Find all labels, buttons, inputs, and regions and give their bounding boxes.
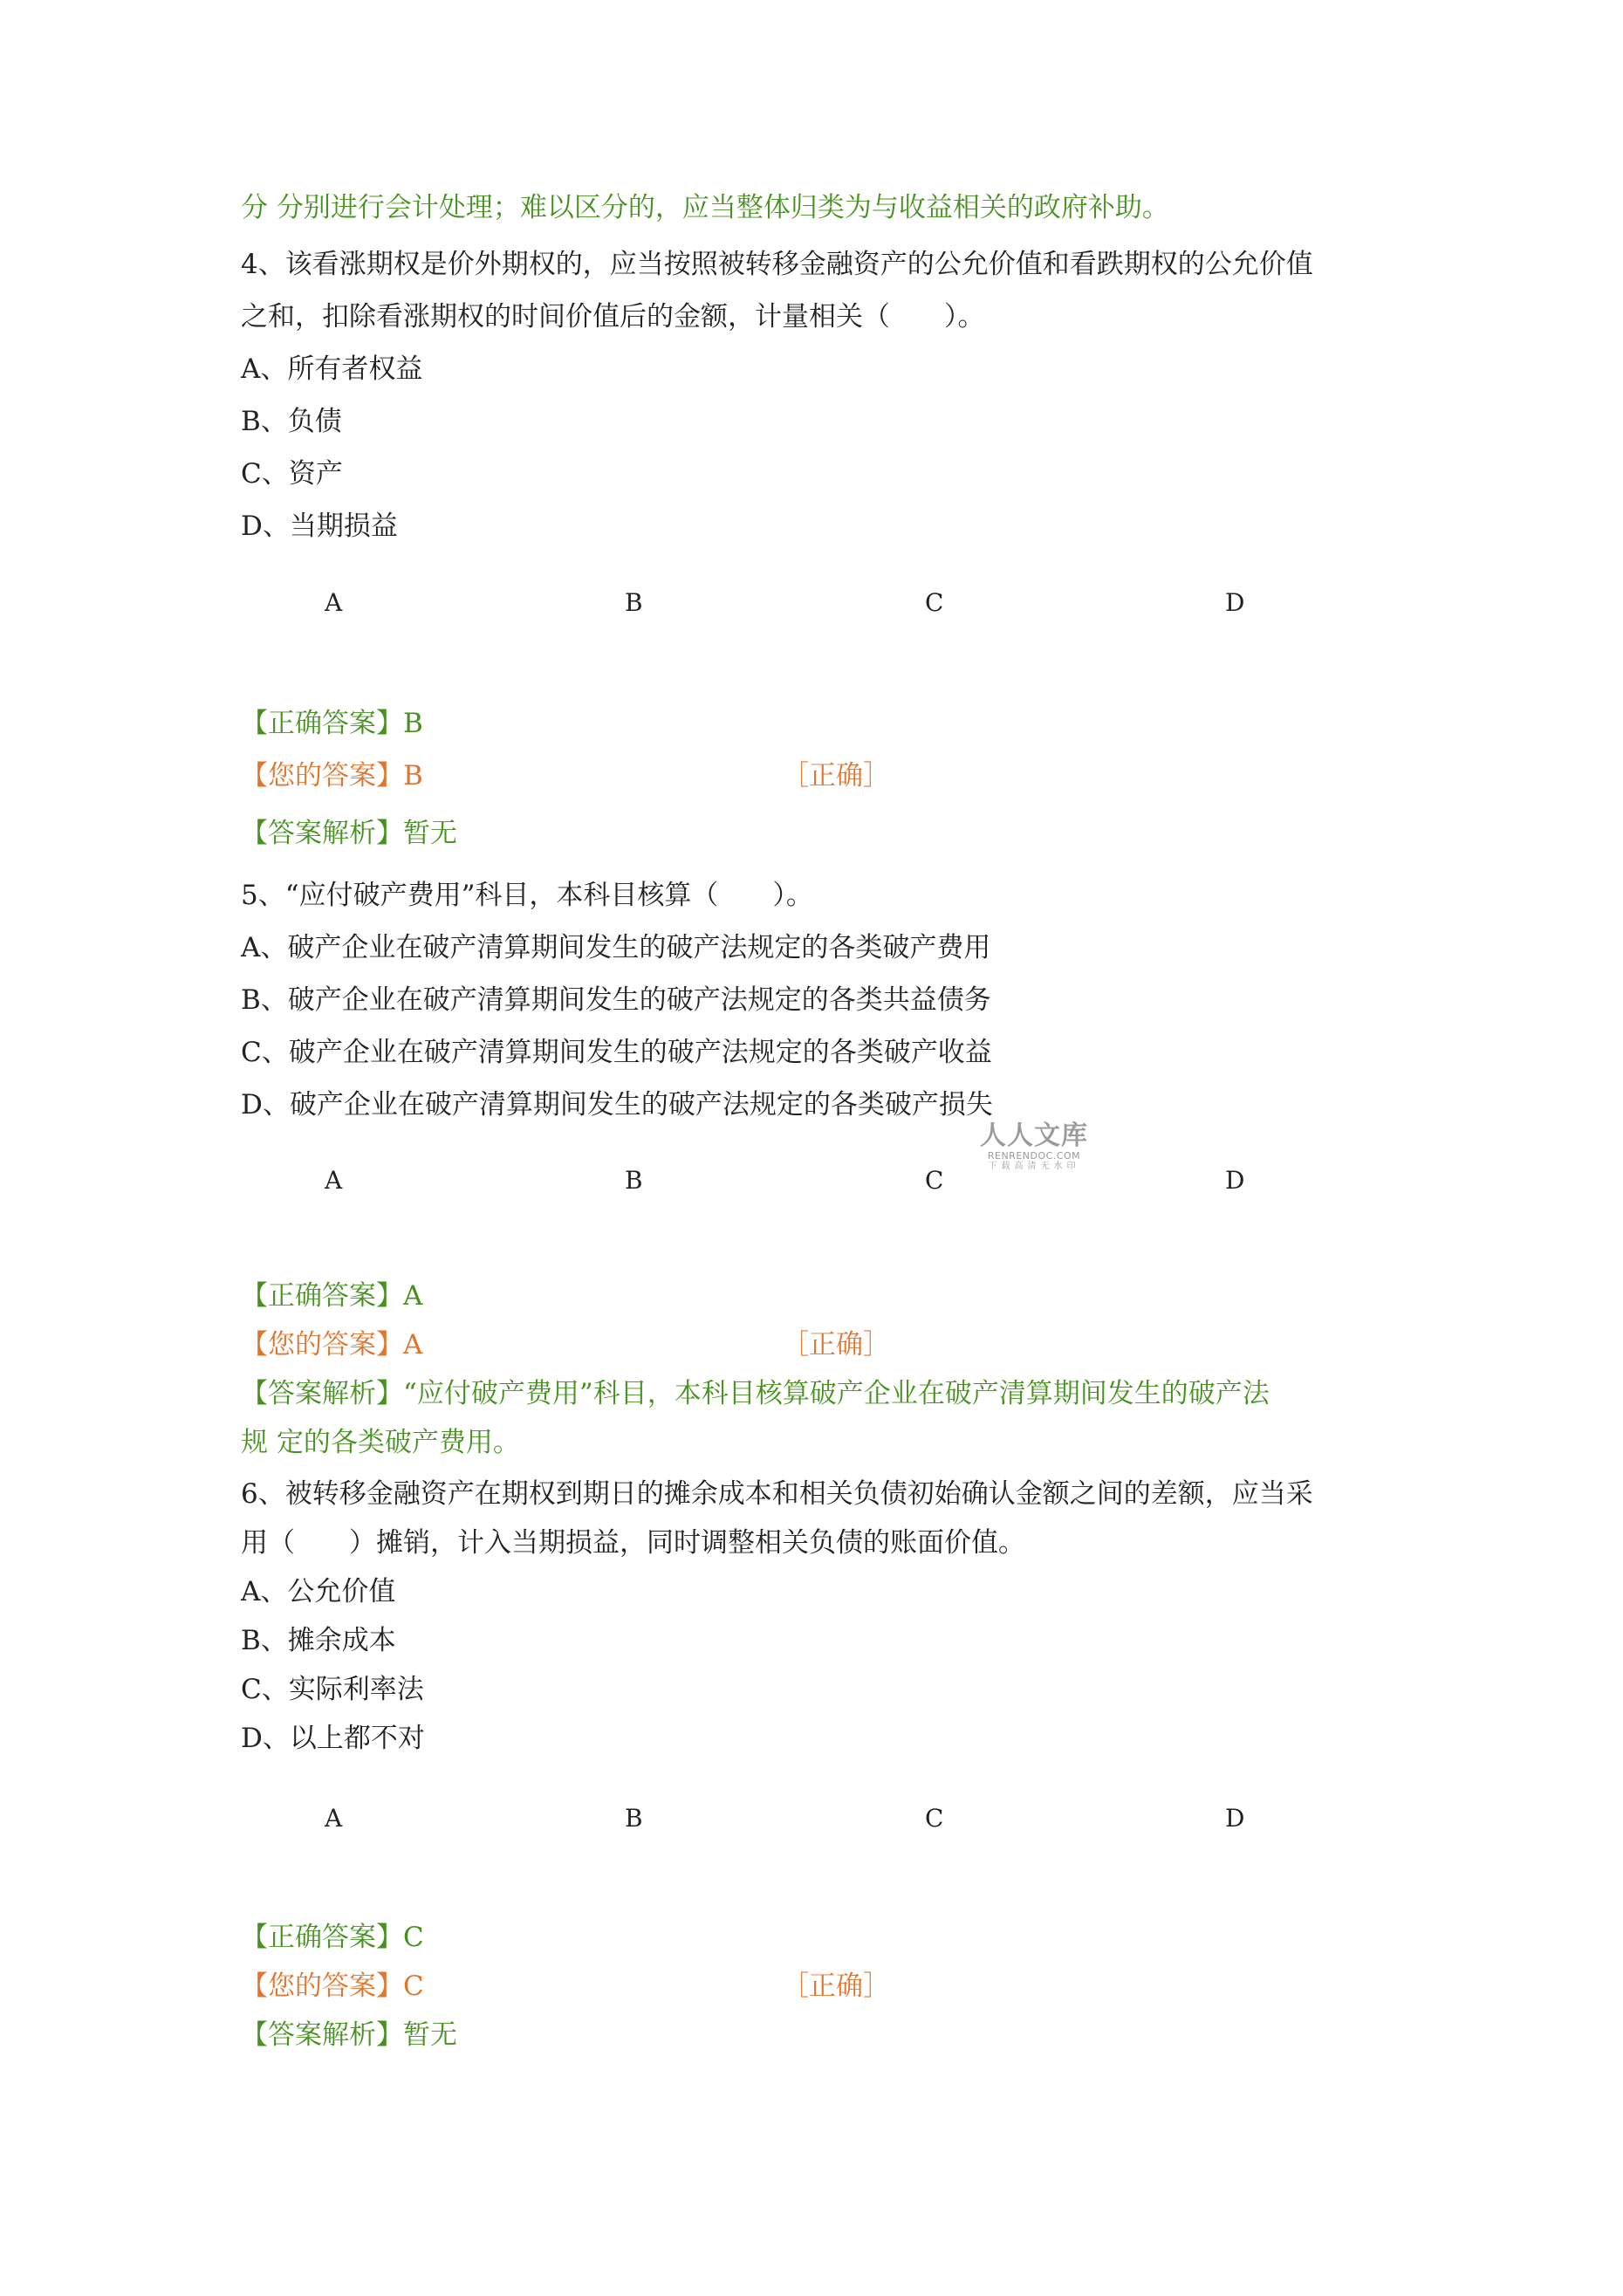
question-6-option-b: B、摊余成本 xyxy=(241,1625,396,1656)
question-5-choice-d[interactable]: D xyxy=(1225,1166,1245,1195)
question-4-stem-line-2: 之和，扣除看涨期权的时间价值后的金额，计量相关（ ）。 xyxy=(241,301,985,332)
question-6-analysis xyxy=(241,2016,457,2054)
question-5-analysis xyxy=(241,1374,1270,1413)
question-6-stem-line-2: 用（ ）摊销，计入当期损益，同时调整相关负债的账面价值。 xyxy=(241,1527,1025,1559)
question-4-option-c: C、资产 xyxy=(241,458,343,490)
question-6-option-c: C、实际利率法 xyxy=(241,1674,424,1705)
your-answer-label: 【您的答案】 xyxy=(241,1329,403,1360)
analysis-label: 【答案解析】 xyxy=(241,818,403,849)
question-4-analysis xyxy=(241,814,457,853)
question-5-choice-a[interactable]: A xyxy=(325,1166,343,1195)
your-answer-value: A xyxy=(403,1329,423,1360)
question-5-option-a: A、破产企业在破产清算期间发生的破产法规定的各类破产费用 xyxy=(241,932,991,963)
correct-answer-label: 【正确答案】 xyxy=(241,708,403,739)
question-5-option-d: D、破产企业在破产清算期间发生的破产法规定的各类破产损失 xyxy=(241,1089,993,1121)
question-4-your-answer xyxy=(241,757,939,795)
correct-answer-label: 【正确答案】 xyxy=(241,1922,403,1953)
verdict-badge: ［正确］ xyxy=(782,760,890,792)
question-4-correct-answer xyxy=(241,704,423,743)
question-6-choice-d[interactable]: D xyxy=(1225,1804,1245,1833)
question-4-option-d: D、当期损益 xyxy=(241,511,398,542)
question-6-correct-answer xyxy=(241,1918,424,1957)
analysis-text: 暂无 xyxy=(403,818,457,849)
analysis-label: 【答案解析】 xyxy=(241,1378,403,1409)
verdict-badge: ［正确］ xyxy=(782,1329,890,1360)
question-5-option-b: B、破产企业在破产清算期间发生的破产法规定的各类共益债务 xyxy=(241,984,991,1016)
question-6-option-d: D、以上都不对 xyxy=(241,1723,425,1754)
watermark-domain: RENRENDOC.COM xyxy=(987,1150,1081,1162)
analysis-label: 【答案解析】 xyxy=(241,2019,403,2051)
question-5-your-answer xyxy=(241,1326,939,1364)
question-5-choice-b[interactable]: B xyxy=(625,1166,643,1195)
analysis-text: “应付破产费用”科目，本科目核算破产企业在破产清算期间发生的破产法 xyxy=(403,1378,1270,1409)
question-5-option-c: C、破产企业在破产清算期间发生的破产法规定的各类破产收益 xyxy=(241,1037,992,1068)
question-5-choice-c[interactable]: C xyxy=(925,1166,944,1195)
your-answer-label: 【您的答案】 xyxy=(241,760,403,792)
question-4-choice-a[interactable]: A xyxy=(325,588,343,617)
question-6-choice-b[interactable]: B xyxy=(625,1804,643,1833)
question-4-option-b: B、负债 xyxy=(241,406,342,437)
your-answer-value: C xyxy=(403,1970,424,2002)
question-6-your-answer xyxy=(241,1967,939,2005)
question-4-choice-b[interactable]: B xyxy=(625,588,643,617)
verdict-badge: ［正确］ xyxy=(782,1970,890,2002)
your-answer-label: 【您的答案】 xyxy=(241,1970,403,2002)
question-5-stem-line-1: 5、“应付破产费用”科目，本科目核算（ ）。 xyxy=(241,880,813,911)
your-answer-value: B xyxy=(403,760,423,792)
question-6-choice-c[interactable]: C xyxy=(925,1804,944,1833)
question-5-analysis-line-2: 规 定的各类破产费用。 xyxy=(241,1427,520,1458)
question-6-option-a: A、公允价值 xyxy=(241,1576,396,1607)
question-6-choice-a[interactable]: A xyxy=(325,1804,343,1833)
question-4-choice-c[interactable]: C xyxy=(925,588,944,617)
analysis-text: 暂无 xyxy=(403,2019,457,2051)
intro-line: 分 分别进行会计处理；难以区分的，应当整体归类为与收益相关的政府补助。 xyxy=(241,192,1169,223)
question-4-stem-line-1: 4、该看涨期权是价外期权的，应当按照被转移金融资产的公允价值和看跌期权的公允价值 xyxy=(241,249,1313,280)
watermark-tagline: 下载高清无水印 xyxy=(988,1162,1080,1171)
correct-answer-value: B xyxy=(403,708,423,739)
question-4-choice-d[interactable]: D xyxy=(1225,588,1245,617)
watermark-logo xyxy=(976,1122,1092,1172)
question-4-option-a: A、所有者权益 xyxy=(241,353,423,385)
watermark-title: 人人文库 xyxy=(980,1121,1088,1151)
correct-answer-label: 【正确答案】 xyxy=(241,1280,403,1312)
correct-answer-value: C xyxy=(403,1922,424,1953)
question-5-correct-answer xyxy=(241,1277,422,1315)
question-6-stem-line-1: 6、被转移金融资产在期权到期日的摊余成本和相关负债初始确认金额之间的差额，应当采 xyxy=(241,1478,1313,1510)
correct-answer-value: A xyxy=(403,1280,423,1312)
